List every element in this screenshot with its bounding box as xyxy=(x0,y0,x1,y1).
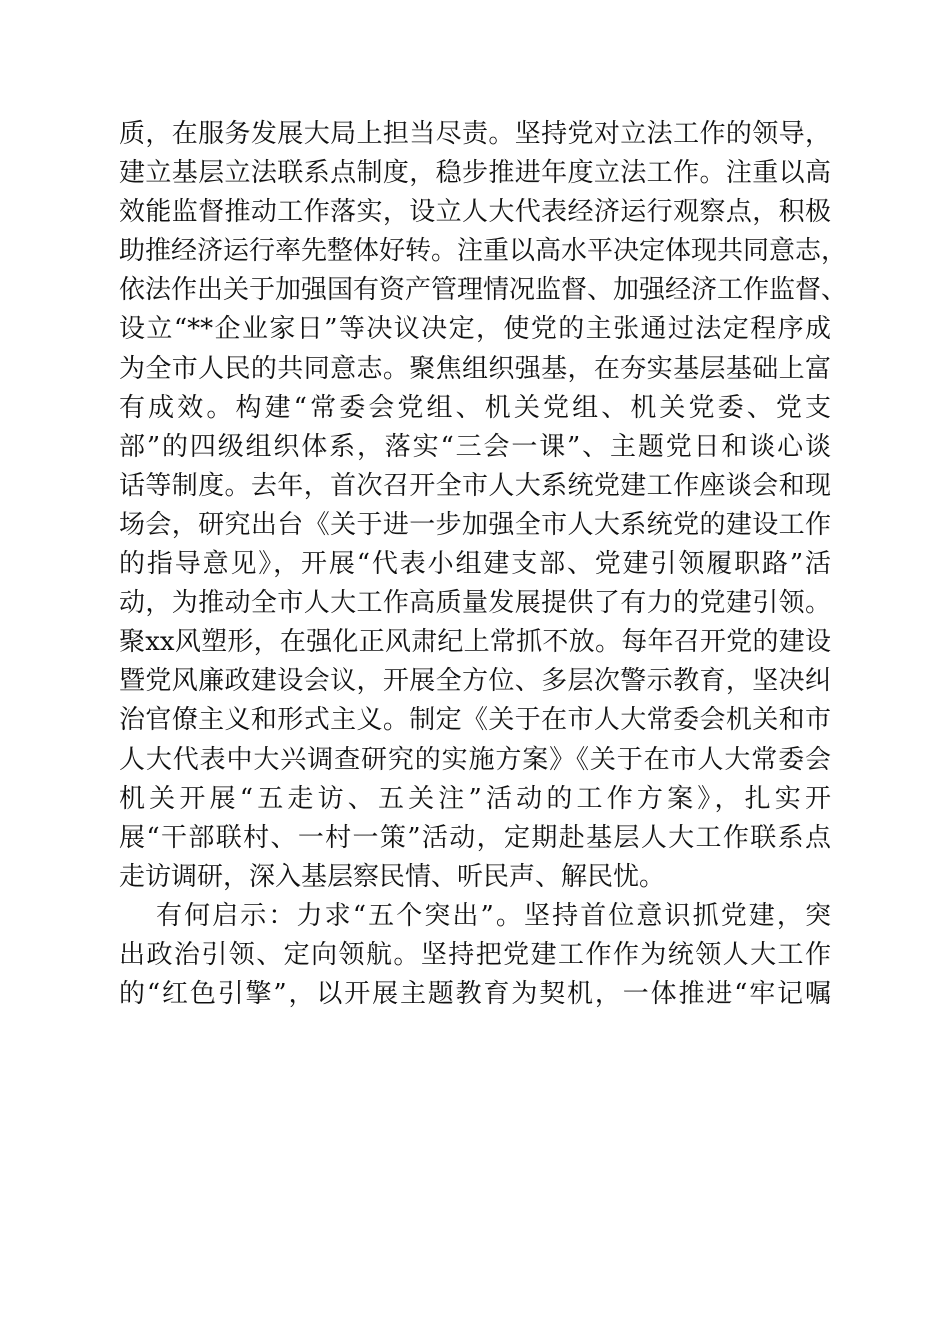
text-line: 暨党风廉政建设会议，开展全方位、多层次警示教育，坚决纠 xyxy=(119,666,831,697)
text-line: 人大代表中大兴调查研究的实施方案》《关于在市人大常委会 xyxy=(119,744,831,775)
text-line: 治官僚主义和形式主义。制定《关于在市人大常委会机关和市 xyxy=(119,705,831,736)
text-line: 的“红色引擎”，以开展主题教育为契机，一体推进“牢记嘱 xyxy=(119,979,831,1010)
text-line: 的指导意见》，开展“代表小组建支部、党建引领履职路”活 xyxy=(119,549,831,580)
text-line: 走访调研，深入基层察民情、听民声、解民忧。 xyxy=(119,861,666,892)
paragraph-start-line: 有何启示：力求“五个突出”。坚持首位意识抓党建，突 xyxy=(156,900,831,931)
text-line: 建立基层立法联系点制度，稳步推进年度立法工作。注重以高 xyxy=(119,158,831,189)
text-line: 设立“**企业家日”等决议决定，使党的主张通过法定程序成 xyxy=(119,314,831,345)
text-line: 机关开展“五走访、五关注”活动的工作方案》，扎实开 xyxy=(119,783,831,814)
text-line: 动，为推动全市人大工作高质量发展提供了有力的党建引领。 xyxy=(119,588,831,619)
text-line: 出政治引领、定向领航。坚持把党建工作作为统领人大工作 xyxy=(119,939,831,970)
text-line: 效能监督推动工作落实，设立人大代表经济运行观察点，积极 xyxy=(119,197,831,228)
body-text xyxy=(119,115,848,1014)
text-line: 有成效。构建“常委会党组、机关党组、机关党委、党支 xyxy=(119,392,831,423)
text-line: 依法作出关于加强国有资产管理情况监督、加强经济工作监督、 xyxy=(119,275,848,306)
text-line: 部”的四级组织体系，落实“三会一课”、主题党日和谈心谈 xyxy=(119,431,831,462)
text-line: 场会，研究出台《关于进一步加强全市人大系统党的建设工作 xyxy=(119,509,831,540)
text-line: 助推经济运行率先整体好转。注重以高水平决定体现共同意志， xyxy=(119,236,848,267)
text-line: 聚xx风塑形，在强化正风肃纪上常抓不放。每年召开党的建设 xyxy=(119,627,831,658)
text-line: 话等制度。去年，首次召开全市人大系统党建工作座谈会和现 xyxy=(119,470,831,501)
text-line: 为全市人民的共同意志。聚焦组织强基，在夯实基层基础上富 xyxy=(119,353,831,384)
text-line: 质，在服务发展大局上担当尽责。坚持党对立法工作的领导， xyxy=(119,119,831,149)
text-line: 展“干部联村、一村一策”活动，定期赴基层人大工作联系点 xyxy=(119,822,831,853)
